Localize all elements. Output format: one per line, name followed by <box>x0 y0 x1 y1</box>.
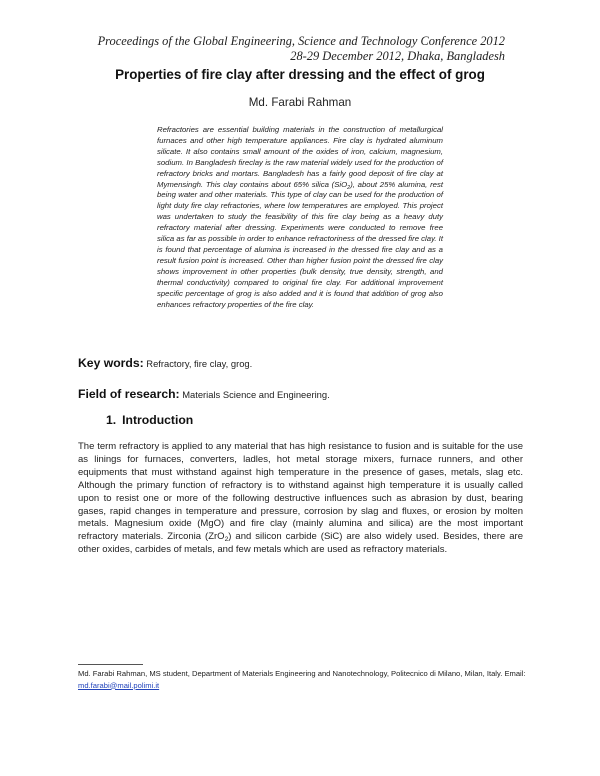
section-number: 1. <box>106 413 117 427</box>
section-heading-introduction <box>106 413 193 428</box>
keywords-label: Key words: <box>78 356 144 370</box>
footnote <box>78 668 533 691</box>
conference-line-2: 28-29 December 2012, Dhaka, Bangladesh <box>290 49 505 63</box>
introduction-text-part-1: The term refractory is applied to any material that has high resistance to fusion and is suitable for the use as linings for furnaces, converters, ladles, hot metal storage mixers, furnace runners, and other equipments that must withstand against high temperature in the presence of gases, metals, slag etc. Although the primary function of refractory is to withstand against high temperature it is usually called upon to resist one or more of the following destructive influences such as abrasion by dust, bearing gases, rapid changes in temperature and pressure, corrosion by slag and fluxes, or erosion by molten metals. Magnesium oxide (MgO) and fire clay (mainly alumina and silica) are the most important refractory materials. Zirconia (ZrO <box>78 441 523 543</box>
introduction-text-part-2: ) and silicon carbide (SiC) are also widely used. Besides, there are other oxides, carbides of metals, and few metals which are used as refractory materials. <box>78 531 523 556</box>
introduction-paragraph <box>78 441 523 557</box>
abstract-text-part-1: Refractories are essential building materials in the construction of metallurgical furnaces and other high temperature appliances. Fire clay is hydrated aluminum silicate. It also contains small amount of the oxides of iron, calcium, magnesium, sodium. In Bangladesh fireclay is the raw material widely used for the production of refractory bricks and mortars. Bangladesh has a fairly good deposit of fire clay at Mymensingh. This clay contains about 65% silica (SiO <box>157 125 443 189</box>
introduction-subscript: 2 <box>224 536 229 544</box>
abstract <box>157 125 443 310</box>
abstract-subscript: 2 <box>347 184 351 191</box>
abstract-text-part-2: ), about 25% alumina, rest being water and other materials. This type of clay can be used for the production of light duty fire clay refractories, where low temperatures are employed. This project was undertaken to study the feasibility of this fire clay being as a heavy duty refractory material after dressing. Experiments were conducted to remove free silica as far as possible in order to enhance refractoriness of the dressed fire clay. It is found that percentage of alumina is increased in the dressed fire clay and as a result fusion point is increased. Other than higher fusion point the dressed fire clay shows improvement in other properties (bulk density, true density, strength, and thermal conductivity) compared to original fire clay. For additional improvement specific percentage of grog is also added and it is found that addition of grog also enhances refractory properties of the fire clay. <box>157 179 443 309</box>
field-of-research-value: Materials Science and Engineering. <box>179 389 330 400</box>
conference-header <box>35 34 505 64</box>
footnote-divider <box>78 664 143 665</box>
keywords-value: Refractory, fire clay, grog. <box>143 358 253 369</box>
field-of-research <box>78 387 330 402</box>
keywords <box>78 356 252 371</box>
author-email-link[interactable]: md.farabi@mail.polimi.it <box>78 680 160 690</box>
paper-author: Md. Farabi Rahman <box>248 96 352 109</box>
section-title: Introduction <box>122 413 194 427</box>
footnote-text: Md. Farabi Rahman, MS student, Department of Materials Engineering and Nanotechnology, Politecnico di Milano, Milan, Italy. Email: <box>78 669 526 678</box>
field-of-research-label: Field of research: <box>78 387 180 401</box>
paper-title: Properties of fire clay after dressing and the effect of grog <box>115 67 485 82</box>
conference-line-1: Proceedings of the Global Engineering, Science and Technology Conference 2012 <box>97 34 505 48</box>
